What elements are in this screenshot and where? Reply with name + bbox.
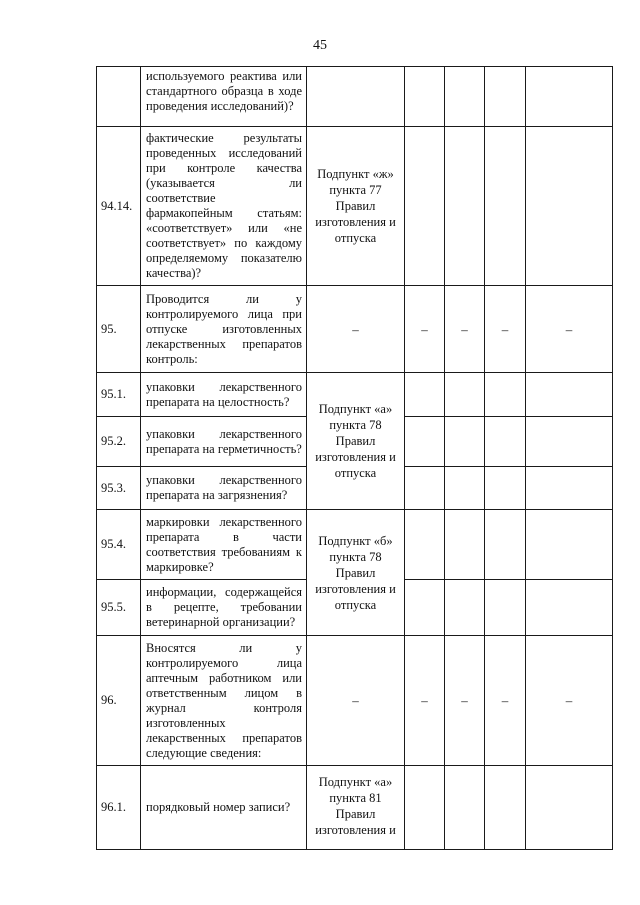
answer-na-cell xyxy=(485,67,526,127)
legal-reference: – xyxy=(307,636,405,766)
answer-no-cell xyxy=(445,373,485,417)
answer-no-cell xyxy=(445,766,485,850)
table-row xyxy=(97,67,613,127)
item-number: 96. xyxy=(97,636,141,766)
legal-reference: Подпункт «а» пункта 78 Правил изготовления и отпуска xyxy=(307,373,405,510)
item-number xyxy=(97,67,141,127)
answer-yes-cell xyxy=(405,766,445,850)
comment-cell xyxy=(526,467,613,510)
comment-cell xyxy=(526,766,613,850)
question-text: порядковый номер записи? xyxy=(141,766,307,850)
answer-yes-cell: – xyxy=(405,286,445,373)
answer-na-cell xyxy=(485,580,526,636)
answer-no-cell: – xyxy=(445,286,485,373)
page-number: 45 xyxy=(313,38,327,53)
comment-cell: – xyxy=(526,286,613,373)
table-row xyxy=(97,373,613,417)
comment-cell xyxy=(526,373,613,417)
answer-yes-cell xyxy=(405,467,445,510)
question-text: используемого реактива или стандартного образца в ходе проведения исследований)? xyxy=(141,67,307,127)
answer-na-cell xyxy=(485,127,526,286)
legal-reference: Подпункт «б» пункта 78 Правил изготовления и отпуска xyxy=(307,510,405,636)
question-text: маркировки лекарственного препарата в части соответствия требованиям к маркировке? xyxy=(141,510,307,580)
question-text: фактические результаты проведенных исследований при контроле качества (указывается ли соответствие фармакопейным статьям: «соответствует» или «не соответствует» по каждому определяемому показателю качества)? xyxy=(141,127,307,286)
answer-yes-cell xyxy=(405,510,445,580)
reference-cell xyxy=(307,67,405,127)
question-text: упаковки лекарственного препарата на герметичность? xyxy=(141,417,307,467)
question-text: упаковки лекарственного препарата на загрязнения? xyxy=(141,467,307,510)
answer-no-cell: – xyxy=(445,636,485,766)
answer-na-cell: – xyxy=(485,636,526,766)
table-row xyxy=(97,127,613,286)
answer-yes-cell xyxy=(405,417,445,467)
question-text: информации, содержащейся в рецепте, требовании ветеринарной организации? xyxy=(141,580,307,636)
answer-na-cell xyxy=(485,766,526,850)
question-text: Проводится ли у контролируемого лица при отпуске изготовленных лекарственных препаратов контроль: xyxy=(141,286,307,373)
comment-cell xyxy=(526,417,613,467)
question-text: упаковки лекарственного препарата на целостность? xyxy=(141,373,307,417)
answer-no-cell xyxy=(445,417,485,467)
answer-no-cell xyxy=(445,467,485,510)
item-number: 95.5. xyxy=(97,580,141,636)
answer-na-cell xyxy=(485,373,526,417)
table-row xyxy=(97,766,613,850)
answer-na-cell: – xyxy=(485,286,526,373)
answer-yes-cell: – xyxy=(405,636,445,766)
comment-cell: – xyxy=(526,636,613,766)
comment-cell xyxy=(526,67,613,127)
table-row xyxy=(97,510,613,580)
answer-no-cell xyxy=(445,127,485,286)
comment-cell xyxy=(526,580,613,636)
legal-reference: Подпункт «а» пункта 81 Правил изготовления и xyxy=(307,766,405,850)
answer-yes-cell xyxy=(405,67,445,127)
comment-cell xyxy=(526,127,613,286)
answer-yes-cell xyxy=(405,580,445,636)
answer-no-cell xyxy=(445,67,485,127)
comment-cell xyxy=(526,510,613,580)
item-number: 95.2. xyxy=(97,417,141,467)
legal-reference: Подпункт «ж» пункта 77 Правил изготовления и отпуска xyxy=(307,127,405,286)
answer-yes-cell xyxy=(405,373,445,417)
question-text: Вносятся ли у контролируемого лица аптечным работником или ответственным лицом в журнал контроля изготовленных лекарственных препаратов следующие сведения: xyxy=(141,636,307,766)
answer-no-cell xyxy=(445,510,485,580)
checklist-table xyxy=(96,66,613,850)
answer-na-cell xyxy=(485,467,526,510)
item-number: 94.14. xyxy=(97,127,141,286)
legal-reference: – xyxy=(307,286,405,373)
item-number: 96.1. xyxy=(97,766,141,850)
table-row xyxy=(97,286,613,373)
answer-no-cell xyxy=(445,580,485,636)
item-number: 95. xyxy=(97,286,141,373)
item-number: 95.3. xyxy=(97,467,141,510)
item-number: 95.1. xyxy=(97,373,141,417)
answer-na-cell xyxy=(485,417,526,467)
table-row xyxy=(97,636,613,766)
answer-yes-cell xyxy=(405,127,445,286)
item-number: 95.4. xyxy=(97,510,141,580)
answer-na-cell xyxy=(485,510,526,580)
